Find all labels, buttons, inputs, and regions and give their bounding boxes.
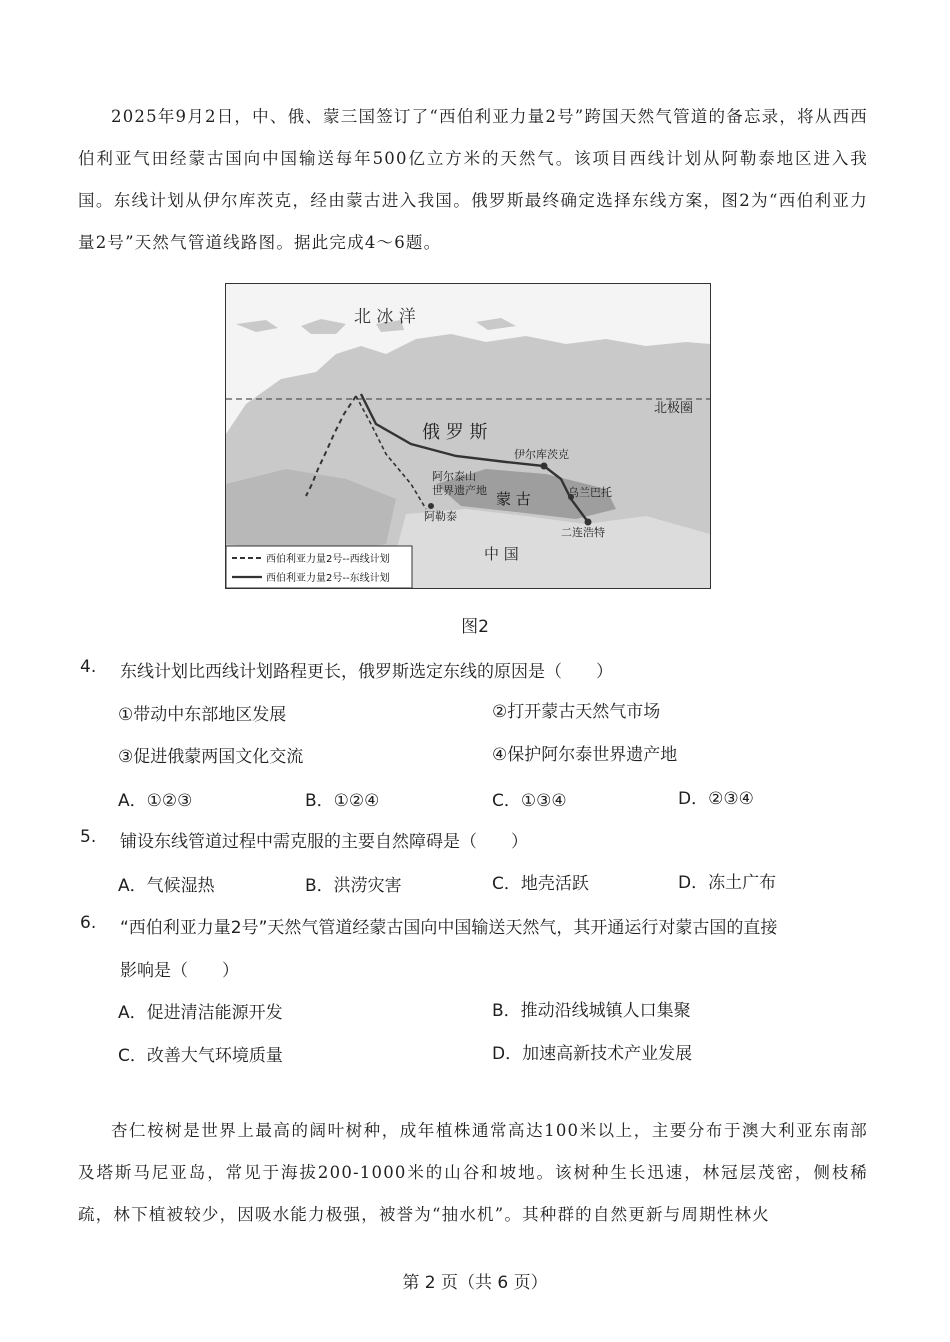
label-arctic-ocean: 北 冰 洋 [354,307,416,327]
label-altay: 阿勒泰 [424,510,457,523]
question-text: 铺设东线管道过程中需克服的主要自然障碍是（ ） [120,832,528,852]
question-number: 6. [80,913,97,933]
label-altai-mountains: 阿尔泰山 [432,470,476,483]
label-russia: 俄 罗 斯 [422,422,488,443]
legend-west-label: 西伯利亚力量2号--西线计划 [266,554,390,565]
option-b: B．①②④ [305,791,380,811]
question-text: “西伯利亚力量2号”天然气管道经蒙古国向中国输送天然气，其开通运行对蒙古国的直接 [120,918,778,938]
passage-eucalyptus: 杏仁桉树是世界上最高的阔叶树种，成年植株通常高达100米以上，主要分布于澳大利亚东南部及塔斯马尼亚岛，常见于海拔200-1000米的山谷和坡地。该树种生长迅速，林冠层茂密，侧枝稀疏，林下植被较少，因吸水能力极强，被誉为“抽水机”。其种群的自然更新与周期性林火 [78,1121,868,1224]
label-erenhot: 二连浩特 [561,526,605,539]
intro-paragraph: 2025年9月2日，中、俄、蒙三国签订了“西伯利亚力量2号”跨国天然气管道的备忘录，将从西西伯利亚气田经蒙古国向中国输送每年500亿立方米的天然气。该项目西线计划从阿勒泰地区进入我国。东线计划从伊尔库茨克，经由蒙古进入我国。俄罗斯最终确定选择东线方案，图2为“西伯利亚力量2号”天然气管道线路图。据此完成4～6题。 [78,107,868,252]
statement-2: ②打开蒙古天然气市场 [492,702,661,722]
erenhot-dot [585,519,592,526]
question-6-continuation: 影响是（ ） [120,961,239,981]
page-footer: 第 2 页（共 6 页） [402,1273,548,1293]
pipeline-route-map [225,283,711,589]
option-a: A．促进清洁能源开发 [118,1003,283,1023]
option-a: A．气候湿热 [118,876,215,896]
figure-caption: 图2 [461,617,489,637]
label-mongolia: 蒙 古 [496,490,531,508]
map-svg [226,284,710,588]
option-b: B．推动沿线城镇人口集聚 [492,1001,691,1021]
option-c: C．①③④ [492,791,567,811]
statement-4: ④保护阿尔泰世界遗产地 [492,745,678,765]
option-d: D．加速高新技术产业发展 [492,1044,693,1064]
label-ulaanbaatar: 乌兰巴托 [568,486,612,499]
option-c: C．改善大气环境质量 [118,1046,283,1066]
option-a: A．①②③ [118,791,193,811]
label-irkutsk: 伊尔库茨克 [514,448,569,461]
irkutsk-dot [541,463,548,470]
question-number: 4. [80,657,97,677]
statement-1: ①带动中东部地区发展 [118,705,287,725]
label-china: 中 国 [484,545,519,563]
option-c: C．地壳活跃 [492,874,589,894]
altay-dot [428,503,434,509]
option-b: B．洪涝灾害 [305,876,402,896]
question-number: 5. [80,827,97,847]
question-text: 东线计划比西线计划路程更长，俄罗斯选定东线的原因是（ ） [120,662,613,682]
option-d: D．②③④ [678,789,754,809]
label-world-heritage: 世界遗产地 [432,484,487,497]
label-arctic-circle: 北极圈 [654,401,694,416]
legend-east-label: 西伯利亚力量2号--东线计划 [266,573,390,584]
option-d: D．冻土广布 [678,873,777,893]
statement-3: ③促进俄蒙两国文化交流 [118,747,304,767]
